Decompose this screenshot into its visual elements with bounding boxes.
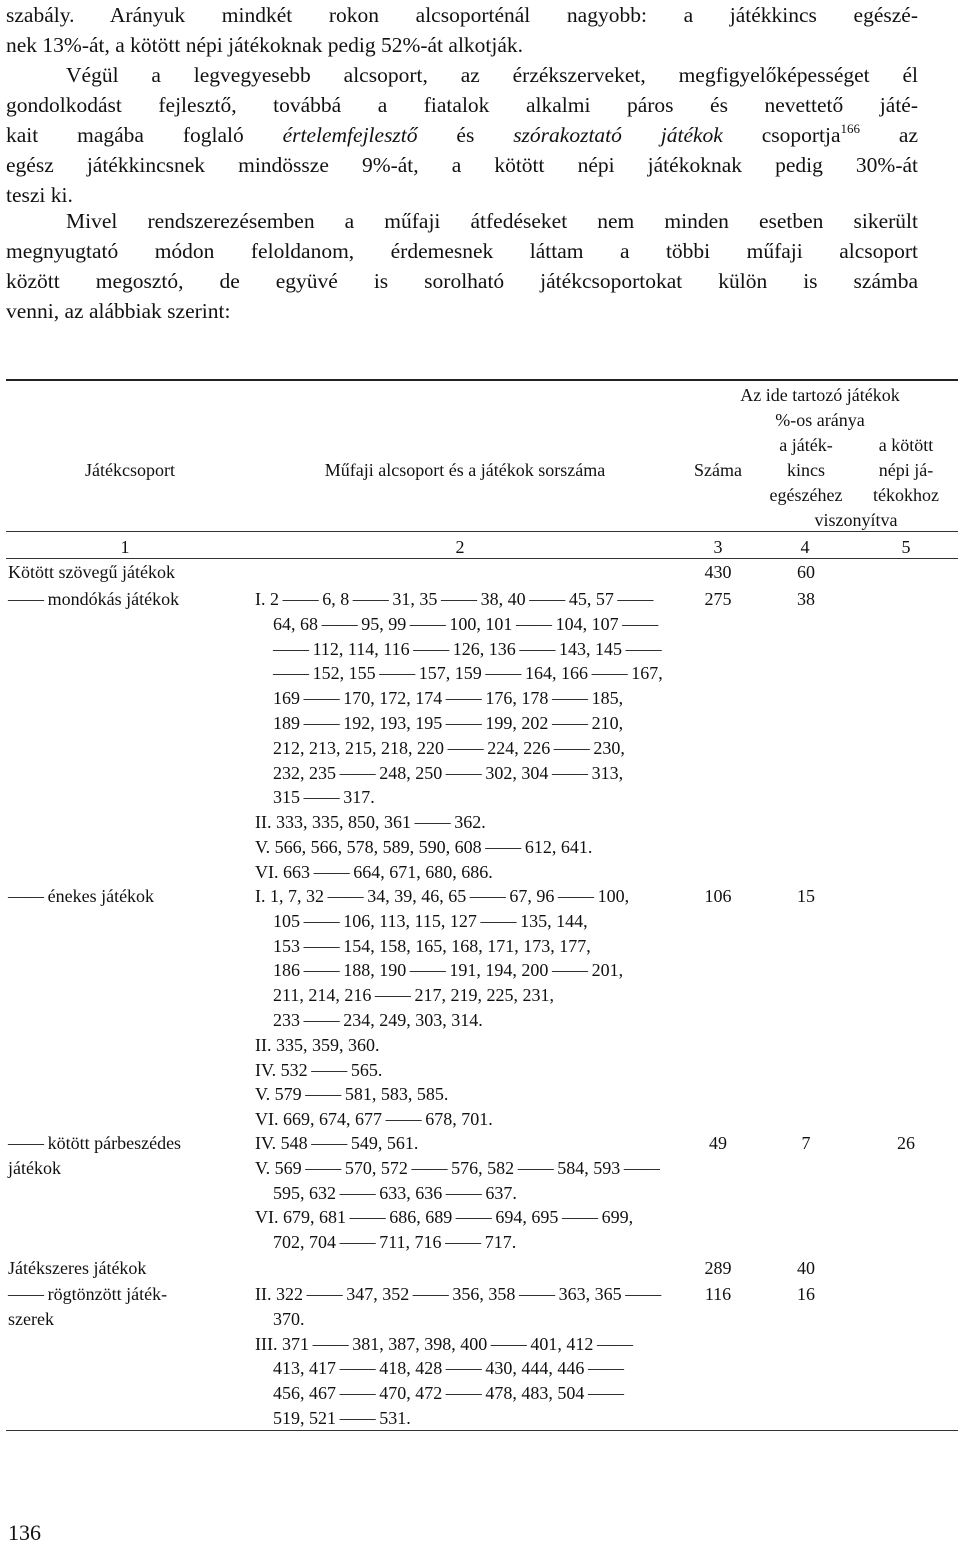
row-count: 49 xyxy=(709,1133,727,1153)
list-item: 105 —— 106, 113, 115, 127 —— 135, 144, xyxy=(273,910,588,931)
header-col2: Műfaji alcsoport és a játékok sorszáma xyxy=(324,460,606,480)
row-count: 116 xyxy=(704,1284,732,1304)
header-col3: Száma xyxy=(694,460,742,480)
row-pct-total: 60 xyxy=(797,562,815,582)
summary-paragraph xyxy=(6,60,918,210)
list-item: 232, 235 —— 248, 250 —— 302, 304 —— 313, xyxy=(273,762,624,783)
list-item: VI. 679, 681 —— 686, 689 —— 694, 695 —— 699, xyxy=(255,1207,634,1228)
list-item: V. 566, 566, 578, 589, 590, 608 —— 612, 641. xyxy=(255,836,593,857)
row-count: 430 xyxy=(704,562,732,582)
list-item: VI. 669, 674, 677 —— 678, 701. xyxy=(255,1109,493,1130)
text-line: megnyugtató módon feloldanom, érdemesnek láttam a többi műfaji alcsoport xyxy=(6,239,918,263)
list-item: 519, 521 —— 531. xyxy=(273,1407,411,1428)
table-row-label: Kötött szövegű játékok xyxy=(8,562,175,582)
list-item: 413, 417 —— 418, 428 —— 430, 444, 446 —— xyxy=(273,1358,625,1379)
list-item: 370. xyxy=(273,1308,305,1329)
row-count: 289 xyxy=(704,1258,732,1278)
list-item: IV. 548 —— 549, 561. xyxy=(255,1133,419,1153)
header-col1: Játékcsoport xyxy=(85,460,175,480)
text-line: kait magába foglaló értelemfejlesztő és szórakoztató játékok csoportja$^{166}$ az xyxy=(6,121,918,147)
table-row-label: —— énekes játékok xyxy=(8,886,155,906)
row-pct-bound: 26 xyxy=(897,1133,915,1153)
col-number: 3 xyxy=(713,537,723,557)
table-row-label: Játékszeres játékok xyxy=(8,1258,147,1278)
text-line: gondolkodást fejlesztő, továbbá a fiatalok alkalmi páros és nevettető játé- xyxy=(6,93,918,117)
row-numbers xyxy=(255,1131,660,1255)
text-line: nek 13%-át, a kötött népi játékoknak pedig 52%-át alkotják. xyxy=(6,33,524,57)
col-number: 1 xyxy=(120,537,130,557)
list-item: I. 2 —— 6, 8 —— 31, 35 —— 38, 40 —— 45, 57 —— xyxy=(255,589,654,609)
list-item: 153 —— 154, 158, 165, 168, 171, 173, 177, xyxy=(273,935,591,956)
header-pct-group-1: Az ide tartozó játékok xyxy=(740,385,900,405)
text-line: között megosztó, de együvé is sorolható játékcsoportokat külön is számba xyxy=(6,269,918,293)
text-line: Végül a legvegyesebb alcsoport, az érzékszerveket, megfigyelőképességet él xyxy=(66,63,918,87)
col-number: 5 xyxy=(901,537,911,557)
row-pct-total: 16 xyxy=(797,1284,815,1304)
method-paragraph xyxy=(6,206,918,326)
header-pct-group-2: %-os aránya xyxy=(775,410,865,430)
list-item: 211, 214, 216 —— 217, 219, 225, 231, xyxy=(273,985,555,1006)
list-item: 212, 213, 215, 218, 220 —— 224, 226 —— 230, xyxy=(273,737,625,758)
text-line: egész játékkincsnek mindössze 9%-át, a kötött népi játékoknak pedig 30%-át xyxy=(6,153,918,177)
list-item: I. 1, 7, 32 —— 34, 39, 46, 65 —— 67, 96 —— 100, xyxy=(255,886,630,906)
text-line: venni, az alábbiak szerint: xyxy=(6,299,231,323)
row-pct-total: 38 xyxy=(797,589,815,609)
row-count: 106 xyxy=(704,886,732,906)
row-count: 275 xyxy=(704,589,732,609)
col-number: 4 xyxy=(800,537,810,557)
italic-term: szórakoztató játékok xyxy=(513,123,723,147)
table-row-label: —— mondókás játékok xyxy=(8,589,180,609)
header-col5-1: a kötött xyxy=(878,435,934,455)
list-item: III. 371 —— 381, 387, 398, 400 —— 401, 412 —— xyxy=(255,1333,633,1354)
header-col4-3: egészéhez xyxy=(769,485,843,505)
list-item: II. 322 —— 347, 352 —— 356, 358 —— 363, 365 —— xyxy=(255,1284,662,1304)
list-item: II. 333, 335, 850, 361 —— 362. xyxy=(255,812,486,833)
col-number: 2 xyxy=(455,537,465,557)
row-numbers xyxy=(255,587,663,885)
intro-paragraph xyxy=(6,0,918,60)
list-item: 456, 467 —— 470, 472 —— 478, 483, 504 —— xyxy=(273,1383,625,1404)
row-pct-total: 40 xyxy=(797,1258,815,1278)
text-line: teszi ki. xyxy=(6,183,73,207)
list-item: 233 —— 234, 249, 303, 314. xyxy=(273,1009,483,1030)
text-line: Mivel rendszerezésemben a műfaji átfedéseket nem minden esetben sikerült xyxy=(66,209,918,233)
table-row-label: —— kötött párbeszédes játékok xyxy=(8,1133,182,1178)
table-top-rule xyxy=(6,379,958,381)
row-pct-total: 15 xyxy=(797,886,815,906)
list-item: 189 —— 192, 193, 195 —— 199, 202 —— 210, xyxy=(273,712,624,733)
header-col4-1: a játék- xyxy=(779,435,833,455)
header-pct-tail: viszonyítva xyxy=(814,510,898,530)
list-item: 64, 68 —— 95, 99 —— 100, 101 —— 104, 107 —— xyxy=(273,613,659,634)
header-col5-3: tékokhoz xyxy=(873,485,939,505)
list-item: V. 569 —— 570, 572 —— 576, 582 —— 584, 593 —— xyxy=(255,1157,660,1178)
list-item: 169 —— 170, 172, 174 —— 176, 178 —— 185, xyxy=(273,688,624,709)
table-row-label: —— rögtönzött játék- szerek xyxy=(8,1284,168,1329)
row-numbers xyxy=(255,1282,661,1431)
list-item: V. 579 —— 581, 583, 585. xyxy=(255,1084,449,1105)
row-numbers xyxy=(255,884,629,1132)
row-pct-total: 7 xyxy=(801,1133,811,1153)
header-col4-2: kincs xyxy=(787,460,825,480)
list-item: 186 —— 188, 190 —— 191, 194, 200 —— 201, xyxy=(273,960,624,981)
list-item: IV. 532 —— 565. xyxy=(255,1059,383,1080)
list-item: —— 152, 155 —— 157, 159 —— 164, 166 —— 167, xyxy=(273,663,663,684)
list-item: 595, 632 —— 633, 636 —— 637. xyxy=(273,1182,517,1203)
footnote-ref[interactable]: 166 xyxy=(840,121,861,136)
header-col5-2: népi já- xyxy=(878,460,934,480)
list-item: VI. 663 —— 664, 671, 680, 686. xyxy=(255,861,493,882)
list-item: II. 335, 359, 360. xyxy=(255,1034,380,1055)
list-item: 315 —— 317. xyxy=(273,787,375,808)
list-item: —— 112, 114, 116 —— 126, 136 —— 143, 145 —— xyxy=(273,638,662,659)
list-item: 702, 704 —— 711, 716 —— 717. xyxy=(273,1232,517,1253)
text-line: szabály. Arányuk mindkét rokon alcsoporténál nagyobb: a játékkincs egészé- xyxy=(6,3,918,27)
italic-term: értelemfejlesztő xyxy=(282,123,418,147)
page-number: 136 xyxy=(8,1520,41,1545)
